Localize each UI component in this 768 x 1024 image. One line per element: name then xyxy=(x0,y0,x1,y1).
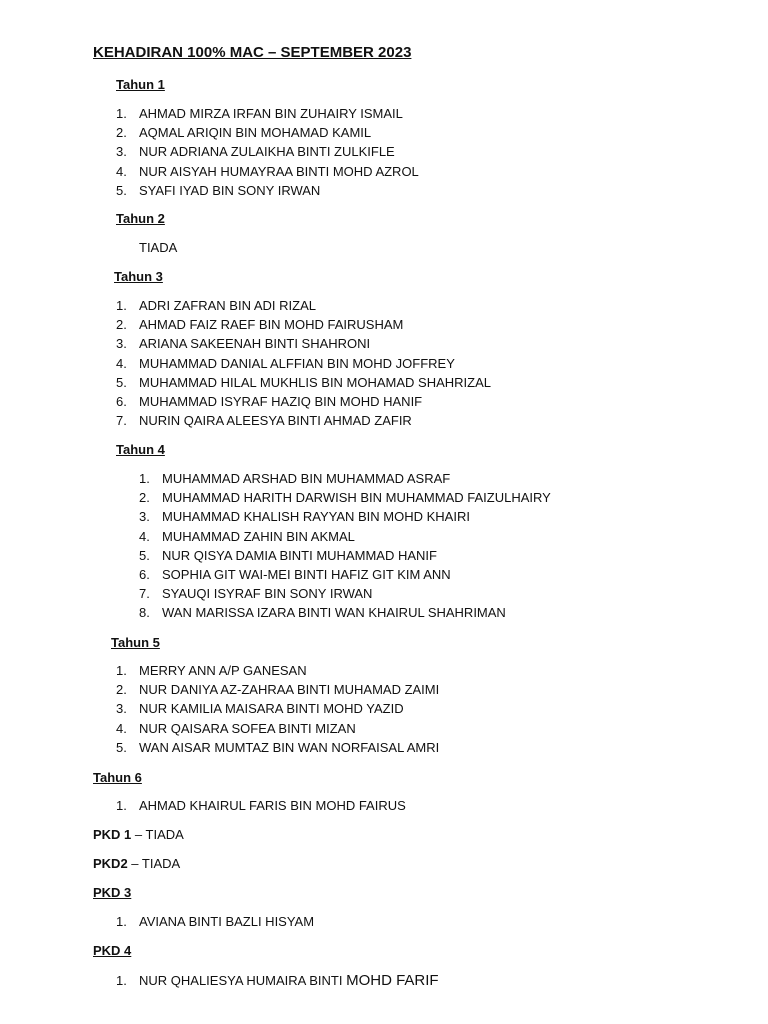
student-name: NUR QAISARA SOFEA BINTI MIZAN xyxy=(139,720,356,736)
student-name: WAN AISAR MUMTAZ BIN WAN NORFAISAL AMRI xyxy=(139,739,440,755)
item-number: 4. xyxy=(116,720,127,736)
item-number: 3. xyxy=(116,336,127,352)
pkd-1-label: PKD 1 xyxy=(93,827,132,842)
student-name: NURIN QAIRA ALEESYA BINTI AHMAD ZAFIR xyxy=(139,413,412,429)
student-name: NUR QISYA DAMIA BINTI MUHAMMAD HANIF xyxy=(162,547,437,563)
item-number: 7. xyxy=(116,413,127,429)
student-name: SYAFI IYAD BIN SONY IRWAN xyxy=(139,182,321,198)
heading-pkd-3: PKD 3 xyxy=(93,885,132,900)
pkd-2-label: PKD2 xyxy=(93,856,128,871)
student-name: AHMAD KHAIRUL FARIS BIN MOHD FAIRUS xyxy=(139,798,406,813)
item-number: 5. xyxy=(116,739,127,755)
pkd-2-line xyxy=(93,856,180,871)
item-number: 1. xyxy=(139,471,150,486)
item-number: 1. xyxy=(116,914,127,929)
student-name: MUHAMMAD KHALISH RAYYAN BIN MOHD KHAIRI xyxy=(162,509,470,525)
heading-tahun-6: Tahun 6 xyxy=(93,770,142,785)
item-number: 3. xyxy=(116,701,127,717)
student-name: NUR DANIYA AZ-ZAHRAA BINTI MUHAMAD ZAIMI xyxy=(139,682,440,698)
student-name: AQMAL ARIQIN BIN MOHAMAD KAMIL xyxy=(139,125,372,141)
item-number: 3. xyxy=(116,144,127,160)
student-name: MUHAMMAD ARSHAD BIN MUHAMMAD ASRAF xyxy=(162,471,451,486)
heading-tahun-5: Tahun 5 xyxy=(111,635,160,650)
item-number: 4. xyxy=(116,355,127,371)
heading-tahun-4: Tahun 4 xyxy=(116,442,165,457)
item-number: 8. xyxy=(139,605,150,621)
item-number: 1. xyxy=(116,798,127,813)
student-name: SYAUQI ISYRAF BIN SONY IRWAN xyxy=(162,586,373,602)
item-number: 3. xyxy=(139,509,150,525)
student-name xyxy=(139,971,439,990)
student-name-part: NUR QHALIESYA HUMAIRA BINTI xyxy=(139,973,347,988)
student-name: MUHAMMAD HARITH DARWISH BIN MUHAMMAD FAIZULHAIRY xyxy=(162,490,551,506)
item-number: 2. xyxy=(116,317,127,333)
student-name: ARIANA SAKEENAH BINTI SHAHRONI xyxy=(139,336,371,352)
student-name: AHMAD FAIZ RAEF BIN MOHD FAIRUSHAM xyxy=(139,317,404,333)
student-name: MUHAMMAD HILAL MUKHLIS BIN MOHAMAD SHAHRIZAL xyxy=(139,374,492,390)
item-number: 4. xyxy=(139,528,150,544)
item-number: 5. xyxy=(116,374,127,390)
document-title: KEHADIRAN 100% MAC – SEPTEMBER 2023 xyxy=(93,44,412,61)
item-number: 5. xyxy=(116,182,127,198)
heading-tahun-2: Tahun 2 xyxy=(116,211,165,226)
item-number: 2. xyxy=(116,682,127,698)
item-number: 2. xyxy=(116,125,127,141)
student-name: NUR AISYAH HUMAYRAA BINTI MOHD AZROL xyxy=(139,163,419,179)
item-number: 4. xyxy=(116,163,127,179)
student-name: AVIANA BINTI BAZLI HISYAM xyxy=(139,914,315,929)
item-number: 1. xyxy=(116,298,127,313)
pkd-1-note: – TIADA xyxy=(131,827,184,842)
tahun-2-note: TIADA xyxy=(139,240,178,255)
student-name-part: MOHD FARIF xyxy=(346,972,439,989)
item-number: 6. xyxy=(139,566,150,582)
heading-pkd-4: PKD 4 xyxy=(93,943,132,958)
item-number: 1. xyxy=(116,973,127,988)
student-name: MUHAMMAD ISYRAF HAZIQ BIN MOHD HANIF xyxy=(139,393,423,409)
student-name: NUR ADRIANA ZULAIKHA BINTI ZULKIFLE xyxy=(139,144,395,160)
heading-tahun-3: Tahun 3 xyxy=(114,269,163,284)
student-name: SOPHIA GIT WAI-MEI BINTI HAFIZ GIT KIM ANN xyxy=(162,566,451,582)
item-number: 1. xyxy=(116,663,127,678)
pkd-1-line xyxy=(93,827,184,842)
item-number: 1. xyxy=(116,106,127,121)
student-name: NUR KAMILIA MAISARA BINTI MOHD YAZID xyxy=(139,701,404,717)
student-name: MERRY ANN A/P GANESAN xyxy=(139,663,307,678)
item-number: 5. xyxy=(139,547,150,563)
heading-tahun-1: Tahun 1 xyxy=(116,77,165,92)
student-name: WAN MARISSA IZARA BINTI WAN KHAIRUL SHAHRIMAN xyxy=(162,605,506,621)
student-name: MUHAMMAD ZAHIN BIN AKMAL xyxy=(162,528,355,544)
pkd-2-note: – TIADA xyxy=(127,856,181,871)
student-name: MUHAMMAD DANIAL ALFFIAN BIN MOHD JOFFREY xyxy=(139,355,455,371)
item-number: 7. xyxy=(139,586,150,602)
item-number: 6. xyxy=(116,393,127,409)
item-number: 2. xyxy=(139,490,150,506)
student-name: ADRI ZAFRAN BIN ADI RIZAL xyxy=(139,298,316,313)
student-name: AHMAD MIRZA IRFAN BIN ZUHAIRY ISMAIL xyxy=(139,106,403,121)
